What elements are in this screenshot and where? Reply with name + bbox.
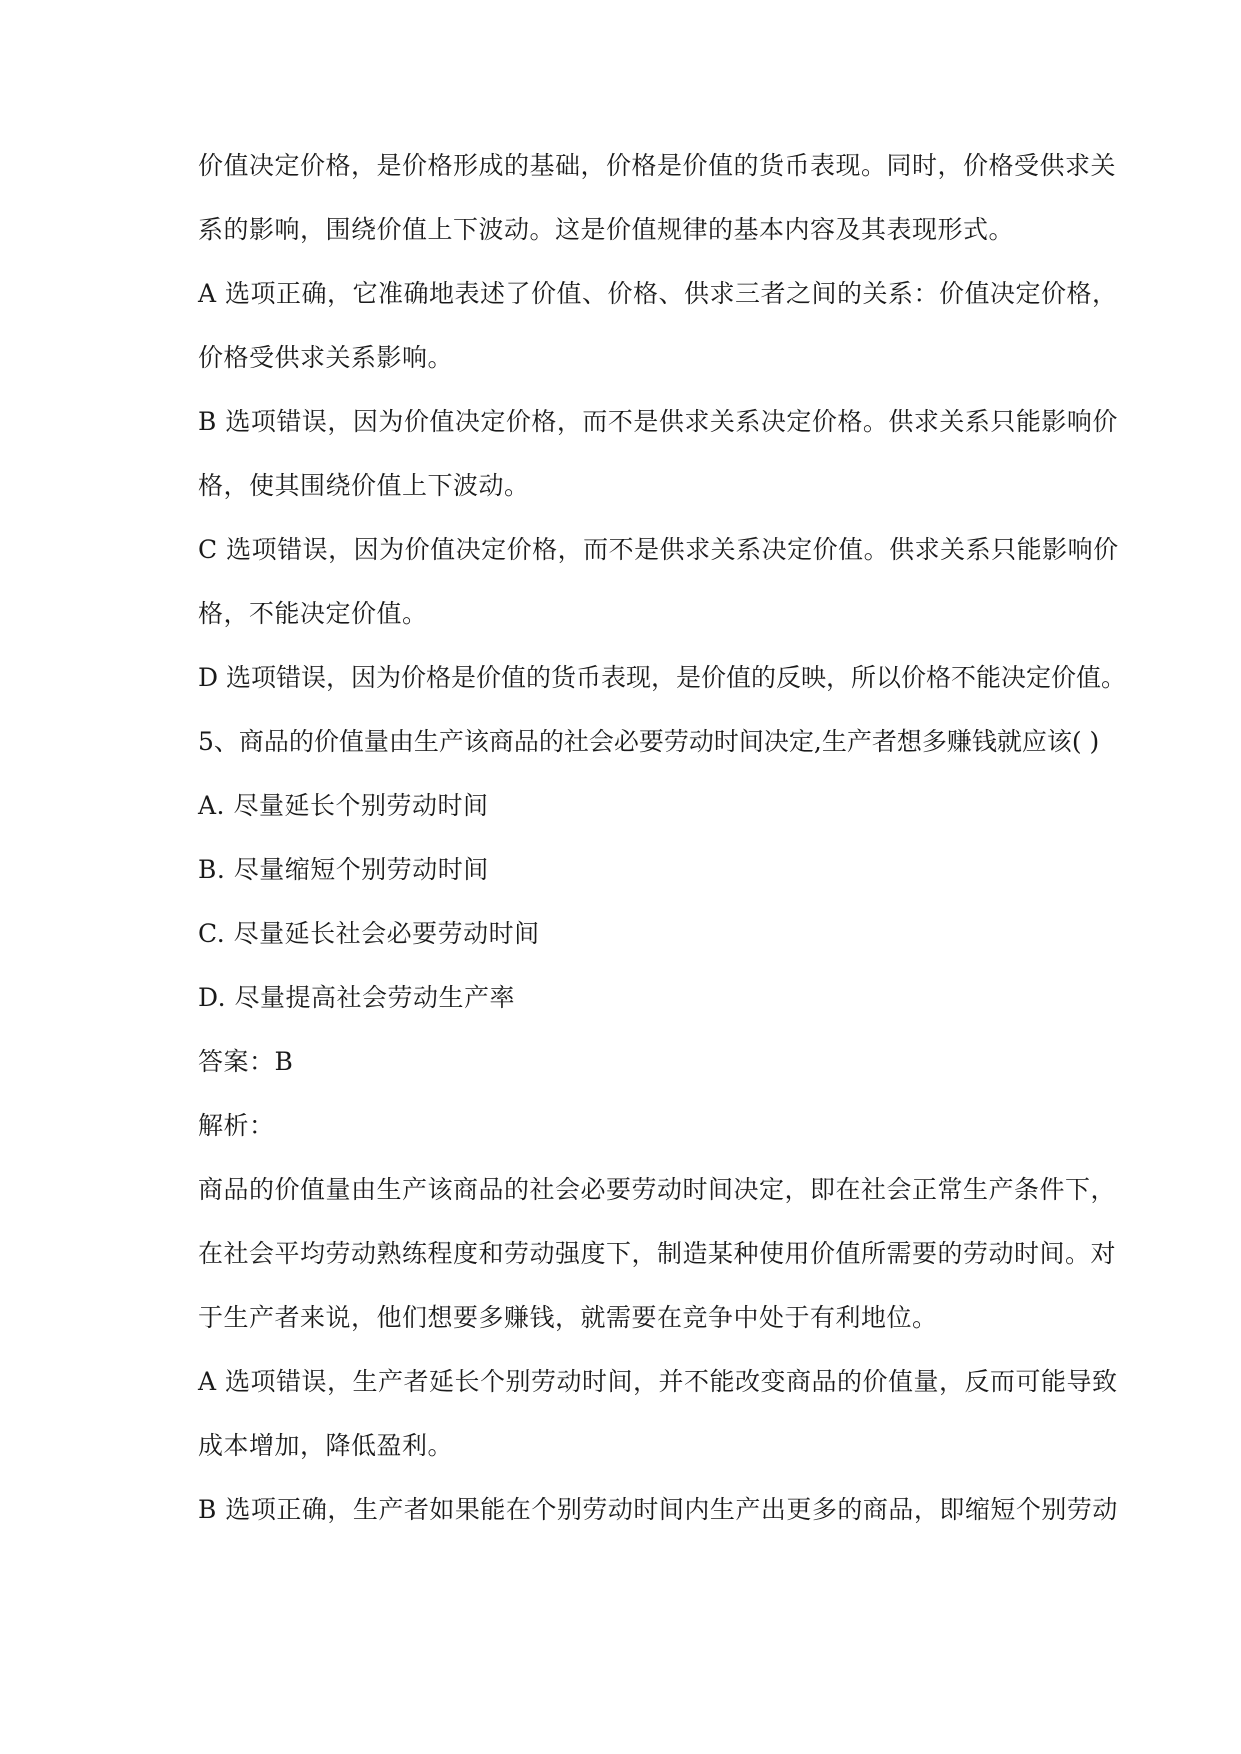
text-line: A 选项错误，生产者延长个别劳动时间，并不能改变商品的价值量，反而可能导致 <box>198 1367 1118 1396</box>
answer-line: 答案：B <box>198 1047 294 1076</box>
text-line: 系的影响，围绕价值上下波动。这是价值规律的基本内容及其表现形式。 <box>198 215 1015 244</box>
text-line: 价值决定价格，是价格形成的基础，价格是价值的货币表现。同时，价格受供求关 <box>198 151 1117 180</box>
text-line: C 选项错误，因为价值决定价格，而不是供求关系决定价值。供求关系只能影响价 <box>198 535 1119 564</box>
text-line: A 选项正确，它准确地表述了价值、价格、供求三者之间的关系：价值决定价格， <box>198 279 1118 308</box>
text-line: D 选项错误，因为价格是价值的货币表现，是价值的反映，所以价格不能决定价值。 <box>198 663 1126 692</box>
option-c: C. 尽量延长社会必要劳动时间 <box>198 919 540 948</box>
option-d: D. 尽量提高社会劳动生产率 <box>198 983 516 1012</box>
text-line: 商品的价值量由生产该商品的社会必要劳动时间决定，即在社会正常生产条件下， <box>198 1175 1117 1204</box>
document-body <box>198 140 1126 1548</box>
text-line: 格，使其围绕价值上下波动。 <box>198 471 530 500</box>
option-a: A. 尽量延长个别劳动时间 <box>198 791 489 820</box>
text-line: 在社会平均劳动熟练程度和劳动强度下，制造某种使用价值所需要的劳动时间。对 <box>198 1239 1117 1268</box>
question-stem: 5、商品的价值量由生产该商品的社会必要劳动时间决定,生产者想多赚钱就应该( ) <box>198 727 1100 756</box>
text-line: B 选项错误，因为价值决定价格，而不是供求关系决定价格。供求关系只能影响价 <box>198 407 1118 436</box>
text-line: B 选项正确，生产者如果能在个别劳动时间内生产出更多的商品，即缩短个别劳动 <box>198 1495 1118 1524</box>
text-line: 成本增加，降低盈利。 <box>198 1431 454 1460</box>
text-line: 于生产者来说，他们想要多赚钱，就需要在竞争中处于有利地位。 <box>198 1303 938 1332</box>
option-b: B. 尽量缩短个别劳动时间 <box>198 855 489 884</box>
analysis-heading: 解析： <box>198 1111 275 1140</box>
text-line: 格，不能决定价值。 <box>198 599 428 628</box>
text-line: 价格受供求关系影响。 <box>198 343 454 372</box>
